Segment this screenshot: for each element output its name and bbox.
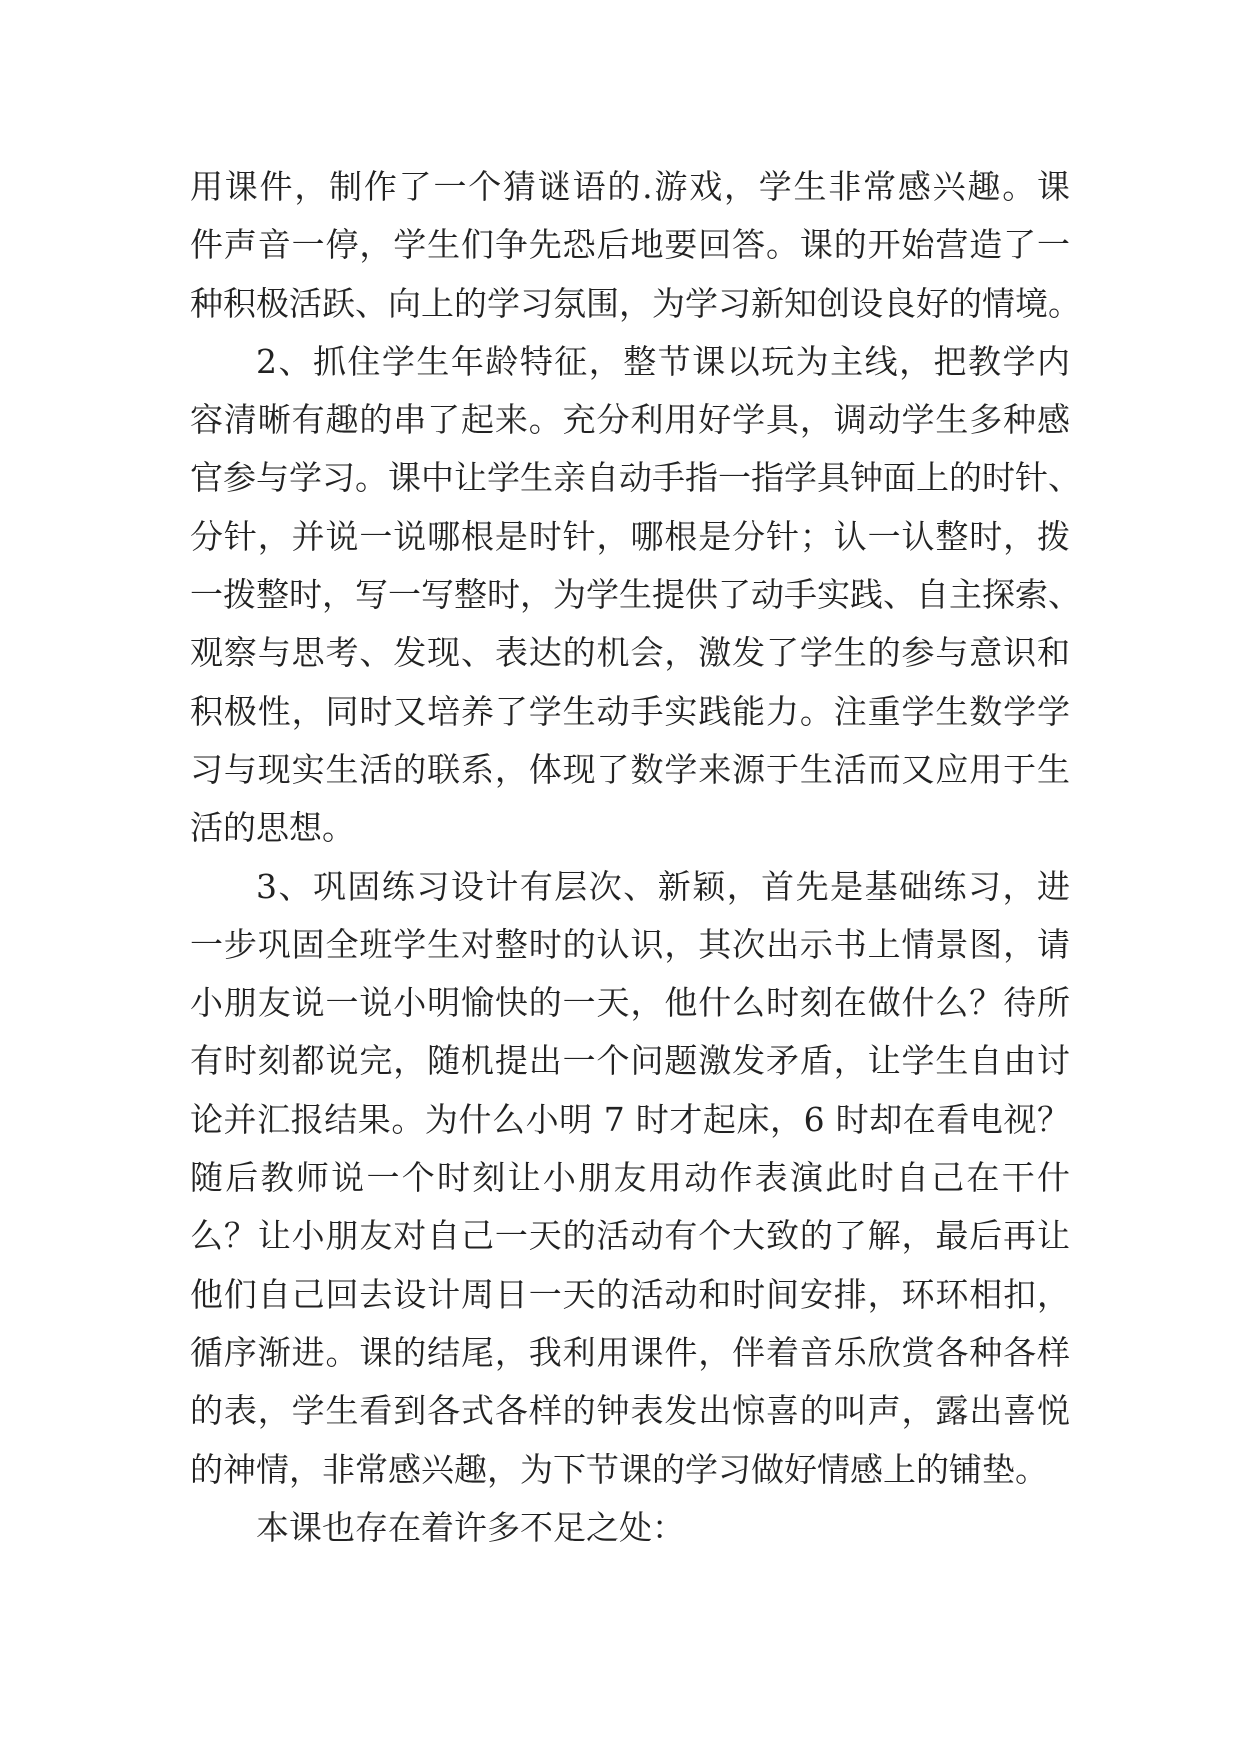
text-line: 他们自己回去设计周日一天的活动和时间安排，环环相扣，	[190, 1274, 1070, 1314]
text-line: 活的思想。	[190, 808, 355, 848]
text-line: 容清晰有趣的串了起来。充分利用好学具，调动学生多种感	[190, 400, 1070, 440]
text-line: 3、巩固练习设计有层次、新颖，首先是基础练习，进	[256, 866, 1070, 906]
text-line: 论并汇报结果。为什么小明 7 时才起床，6 时却在看电视？	[190, 1099, 1070, 1139]
text-line: 随后教师说一个时刻让小朋友用动作表演此时自己在干什	[190, 1158, 1070, 1198]
text-line: 的表，学生看到各式各样的钟表发出惊喜的叫声，露出喜悦	[190, 1391, 1070, 1431]
text-line: 有时刻都说完，随机提出一个问题激发矛盾，让学生自由讨	[190, 1041, 1070, 1081]
text-line: 的神情，非常感兴趣，为下节课的学习做好情感上的铺垫。	[190, 1449, 1048, 1489]
text-line: 一步巩固全班学生对整时的认识，其次出示书上情景图，请	[190, 924, 1070, 964]
text-line: 件声音一停，学生们争先恐后地要回答。课的开始营造了一	[190, 225, 1070, 265]
text-line: 习与现实生活的联系，体现了数学来源于生活而又应用于生	[190, 749, 1070, 789]
text-line: 用课件，制作了一个猜谜语的.游戏，学生非常感兴趣。课	[190, 167, 1070, 206]
text-line: 一拨整时，写一写整时，为学生提供了动手实践、自主探索、	[190, 575, 1081, 615]
text-line: 2、抓住学生年龄特征，整节课以玩为主线，把教学内	[256, 341, 1070, 381]
text-line: 种积极活跃、向上的学习氛围，为学习新知创设良好的情境。	[190, 283, 1081, 323]
text-line: 观察与思考、发现、表达的机会，激发了学生的参与意识和	[190, 633, 1070, 673]
text-line: 循序渐进。课的结尾，我利用课件，伴着音乐欣赏各种各样	[190, 1332, 1070, 1372]
text-line: 本课也存在着许多不足之处：	[256, 1507, 685, 1547]
text-line: 积极性，同时又培养了学生动手实践能力。注重学生数学学	[190, 691, 1070, 731]
body-text	[190, 158, 1081, 1557]
text-line: 小朋友说一说小明愉快的一天，他什么时刻在做什么？待所	[190, 983, 1070, 1023]
text-line: 分针，并说一说哪根是时针，哪根是分针；认一认整时，拨	[190, 516, 1070, 556]
text-line: 么？让小朋友对自己一天的活动有个大致的了解，最后再让	[190, 1216, 1070, 1256]
text-line: 官参与学习。课中让学生亲自动手指一指学具钟面上的时针、	[190, 458, 1081, 498]
